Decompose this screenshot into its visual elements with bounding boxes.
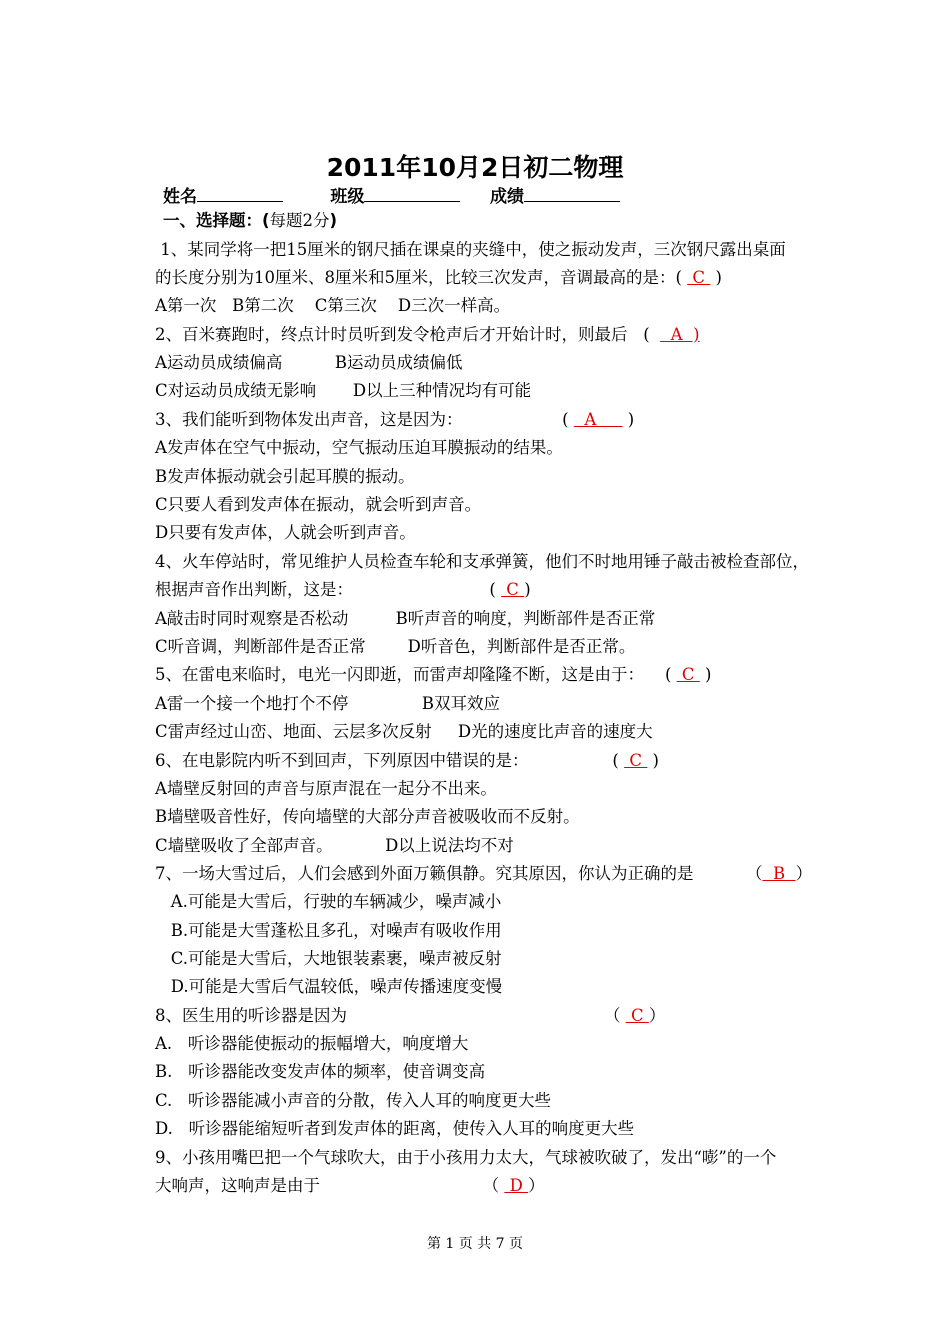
question-line bbox=[155, 891, 501, 913]
line-text-end: ) bbox=[622, 410, 635, 429]
line-text: A.可能是大雪后，行驶的车辆减少，噪声减小 bbox=[155, 892, 502, 911]
answer-mark: D bbox=[504, 1176, 529, 1195]
line-text: 9、小孩用嘴巴把一个气球吹大，由于小孩用力太大，气球被吹破了，发出“嘭”的一个 bbox=[155, 1148, 777, 1167]
line-text-end: ) bbox=[699, 665, 712, 684]
line-text: C.可能是大雪后，大地银装素裹，噪声被反射 bbox=[155, 949, 502, 968]
question-line bbox=[155, 920, 502, 942]
line-text: A第一次 B第二次 C第三次 D三次一样高。 bbox=[155, 296, 511, 315]
line-text: A墙壁反射回的声音与原声混在一起分不出来。 bbox=[155, 779, 497, 798]
question-line bbox=[155, 863, 812, 885]
line-text: C. 听诊器能减小声音的分散，传入人耳的响度更大些 bbox=[155, 1091, 552, 1110]
name-label: 姓名 bbox=[163, 187, 197, 207]
line-text: D.可能是大雪后气温较低，噪声传播速度变慢 bbox=[155, 977, 503, 996]
student-info-row bbox=[163, 182, 620, 207]
class-blank bbox=[364, 185, 460, 202]
line-text-end: ) bbox=[524, 580, 531, 599]
question-line bbox=[155, 579, 531, 601]
question-line bbox=[155, 380, 531, 402]
question-line bbox=[155, 494, 481, 516]
question-line bbox=[155, 806, 580, 828]
answer-mark: C bbox=[687, 268, 711, 287]
question-line bbox=[155, 778, 497, 800]
line-text: A敲击时同时观察是否松动 B听声音的响度，判断部件是否正常 bbox=[155, 609, 656, 628]
question-line bbox=[155, 437, 563, 459]
question-line bbox=[155, 551, 809, 573]
line-text: C听音调，判断部件是否正常 D听音色，判断部件是否正常。 bbox=[155, 637, 636, 656]
line-text: 大响声，这响声是由于 （ bbox=[155, 1176, 505, 1195]
line-text: 的长度分别为10厘米、8厘米和5厘米，比较三次发声，音调最高的是：( bbox=[155, 268, 688, 287]
question-line bbox=[155, 466, 415, 488]
line-text: B.可能是大雪蓬松且多孔，对噪声有吸收作用 bbox=[155, 921, 502, 940]
line-text: 8、医生用的听诊器是因为 （ bbox=[155, 1006, 626, 1025]
question-line bbox=[155, 295, 510, 317]
line-text-end: ） bbox=[648, 1006, 666, 1025]
question-line bbox=[155, 636, 635, 658]
line-text: B. 听诊器能改变发声体的频率，使音调变高 bbox=[155, 1062, 486, 1081]
question-line bbox=[155, 721, 653, 743]
question-line bbox=[155, 1061, 485, 1083]
line-text-end: ） bbox=[528, 1176, 545, 1195]
question-line bbox=[155, 835, 514, 857]
line-text: B发声体振动就会引起耳膜的振动。 bbox=[155, 467, 415, 486]
score-blank bbox=[524, 185, 620, 202]
answer-mark: C bbox=[501, 580, 525, 599]
line-text-end: ） bbox=[795, 864, 813, 883]
line-text: C对运动员成绩无影响 D以上三种情况均有可能 bbox=[155, 381, 532, 400]
question-line bbox=[155, 664, 711, 686]
line-text: A发声体在空气中振动，空气振动压迫耳膜振动的结果。 bbox=[155, 438, 563, 457]
line-text: C只要人看到发声体在振动，就会听到声音。 bbox=[155, 495, 482, 514]
question-line bbox=[155, 239, 786, 261]
question-line bbox=[155, 522, 416, 544]
question-line bbox=[155, 409, 634, 431]
question-line bbox=[155, 352, 463, 374]
answer-mark: C bbox=[625, 1006, 649, 1025]
answer-mark: C bbox=[624, 751, 648, 770]
line-text: 3、我们能听到物体发出声音，这是因为： ( bbox=[155, 410, 574, 429]
line-text: 4、火车停站时，常见维护人员检查车轮和支承弹簧，他们不时地用锤子敲击被检查部位， bbox=[155, 552, 809, 571]
score-label: 成绩 bbox=[489, 187, 524, 207]
line-text: D. 听诊器能缩短听者到发声体的距离，使传入人耳的响度更大些 bbox=[155, 1119, 635, 1138]
name-blank bbox=[197, 185, 283, 202]
line-text: 6、在电影院内听不到回声，下列原因中错误的是： ( bbox=[155, 751, 625, 770]
class-label: 班级 bbox=[330, 187, 365, 207]
line-text: 根据声音作出判断，这是： ( bbox=[155, 580, 502, 599]
answer-mark: A bbox=[573, 410, 623, 429]
line-text-end: ) bbox=[710, 268, 722, 287]
question-line bbox=[155, 750, 659, 772]
section-heading: 一、选择题：(每题2分) bbox=[163, 211, 338, 230]
answer-mark: A ) bbox=[660, 325, 700, 344]
line-text: 5、在雷电来临时，电光一闪即逝，而雷声却隆隆不断，这是由于： ( bbox=[155, 665, 677, 684]
answer-mark: B bbox=[762, 864, 796, 883]
page-footer: 第 1 页 共 7 页 bbox=[426, 1236, 524, 1252]
question-line bbox=[155, 1033, 468, 1055]
question-line bbox=[155, 267, 722, 289]
question-line bbox=[155, 1090, 551, 1112]
question-line bbox=[155, 948, 502, 970]
line-text: C雷声经过山峦、地面、云层多次反射 D光的速度比声音的速度大 bbox=[155, 722, 653, 741]
line-text: B墙壁吸音性好，传向墙壁的大部分声音被吸收而不反射。 bbox=[155, 807, 580, 826]
line-text: C墙壁吸收了全部声音。 D以上说法均不对 bbox=[155, 836, 514, 855]
line-text: 2、百米赛跑时，终点计时员听到发令枪声后才开始计时，则最后 ( bbox=[155, 325, 661, 344]
line-text: 7、一场大雪过后，人们会感到外面万籁俱静。究其原因，你认为正确的是 （ bbox=[155, 864, 763, 883]
line-text: D只要有发声体，人就会听到声音。 bbox=[155, 523, 416, 542]
line-text: 1、某同学将一把15厘米的钢尺插在课桌的夹缝中，使之振动发声，三次钢尺露出桌面 bbox=[155, 240, 786, 259]
question-line bbox=[155, 1118, 634, 1140]
line-text-end: ) bbox=[647, 751, 659, 770]
line-text: A. 听诊器能使振动的振幅增大，响度增大 bbox=[155, 1034, 469, 1053]
question-line bbox=[155, 976, 502, 998]
line-text: A运动员成绩偏高 B运动员成绩偏低 bbox=[155, 353, 463, 372]
question-line bbox=[155, 1005, 665, 1027]
question-line bbox=[155, 324, 700, 346]
line-text: A雷一个接一个地打个不停 B双耳效应 bbox=[155, 694, 500, 713]
question-line bbox=[155, 1175, 545, 1197]
question-line bbox=[155, 1147, 776, 1169]
answer-mark: C bbox=[676, 665, 700, 684]
question-line bbox=[155, 608, 655, 630]
page-title: 2011年10月2日初二物理 bbox=[326, 153, 624, 182]
question-line bbox=[155, 693, 500, 715]
